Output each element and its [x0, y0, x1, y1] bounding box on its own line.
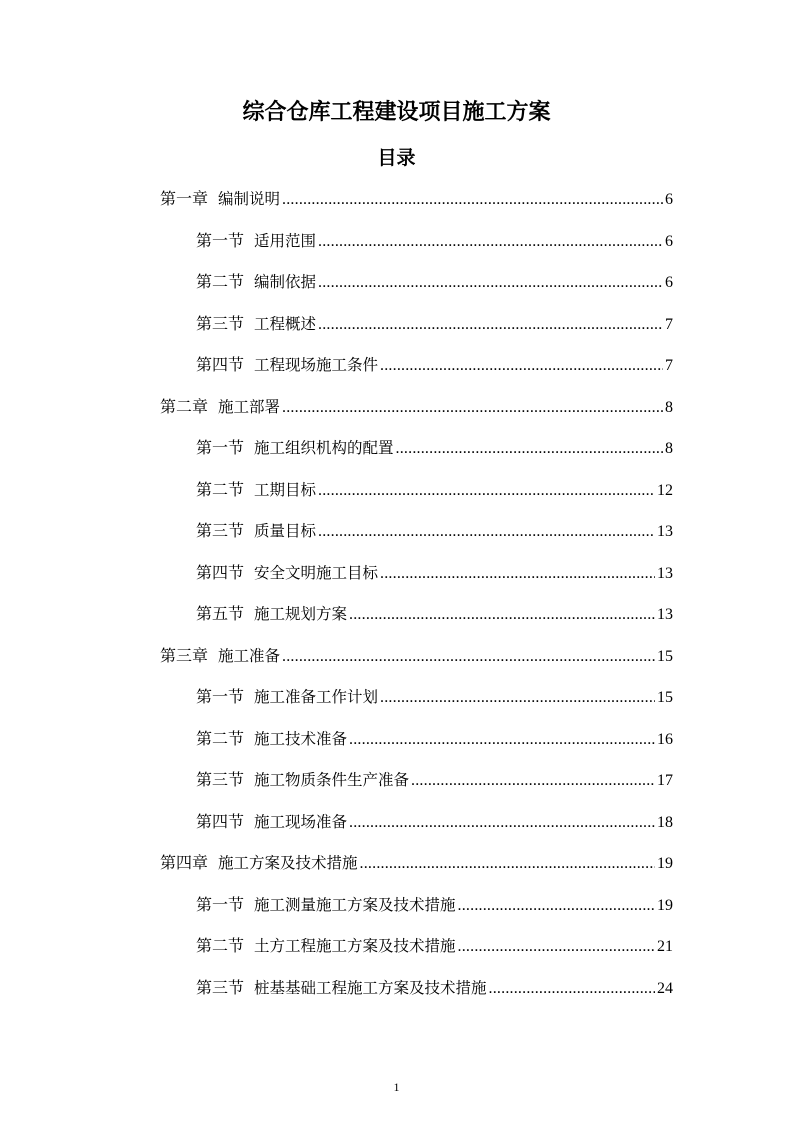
toc-entry-title: 施工准备工作计划: [254, 688, 379, 706]
toc-dot-leader: [380, 680, 655, 716]
toc-entry-title: 编制说明: [218, 190, 281, 208]
page-number: 1: [393, 1080, 400, 1094]
toc-section-entry[interactable]: [196, 804, 673, 840]
toc-dot-leader: [489, 971, 655, 1007]
toc-dot-leader: [318, 265, 663, 301]
toc-entry-title: 适用范围: [254, 231, 317, 250]
toc-section-entry[interactable]: [196, 596, 673, 632]
toc-section-entry[interactable]: [196, 762, 673, 798]
toc-entry-number: 第二章: [160, 396, 209, 416]
toc-entry-title: 安全文明施工目标: [254, 563, 379, 582]
toc-section-entry[interactable]: [196, 513, 673, 549]
toc-section-entry[interactable]: [196, 555, 673, 591]
toc-entry-title: 施工规划方案: [254, 605, 348, 623]
toc-entry-page: 21: [657, 938, 673, 955]
toc-entry-number: 第三章: [160, 645, 209, 665]
toc-chapter-entry[interactable]: [160, 845, 673, 881]
toc-entry-number: 第二节: [196, 272, 245, 291]
toc-section-entry[interactable]: [196, 223, 673, 259]
toc-entry-number: 第一节: [196, 894, 245, 914]
toc-section-entry[interactable]: [196, 264, 673, 300]
toc-dot-leader: [458, 929, 655, 965]
toc-entry-number: 第三节: [196, 977, 245, 997]
toc-entry-title: 工期目标: [254, 480, 317, 499]
toc-dot-leader: [282, 639, 655, 675]
toc-entry-page: 7: [665, 357, 673, 374]
toc-dot-leader: [349, 805, 655, 841]
toc-dot-leader: [282, 182, 663, 218]
toc-entry-page: 13: [657, 523, 673, 540]
toc-entry-title: 工程概述: [254, 314, 317, 333]
toc-dot-leader: [318, 307, 663, 343]
toc-entry-page: 16: [657, 730, 673, 748]
toc-entry-number: 第二节: [196, 728, 245, 748]
toc-entry-title: 施工物质条件生产准备: [254, 771, 410, 789]
toc-entry-title: 土方工程施工方案及技术措施: [254, 937, 456, 955]
toc-entry-page: 6: [665, 274, 673, 291]
toc-entry-page: 7: [665, 315, 673, 333]
toc-entry-page: 13: [657, 606, 673, 623]
toc-entry-number: 第四节: [196, 355, 245, 374]
toc-entry-page: 6: [665, 191, 673, 208]
toc-entry-page: 18: [657, 813, 673, 831]
toc-entry-number: 第一节: [196, 230, 245, 250]
toc-chapter-entry[interactable]: [160, 181, 673, 217]
toc-section-entry[interactable]: [196, 347, 673, 383]
toc-entry-title: 施工方案及技术措施: [218, 854, 358, 872]
toc-entry-page: 12: [657, 481, 673, 499]
toc-entry-title: 施工现场准备: [254, 812, 348, 831]
toc-section-entry[interactable]: [196, 679, 673, 715]
toc-entry-page: 24: [657, 979, 673, 997]
toc-heading: 目录: [377, 147, 416, 169]
toc-chapter-entry[interactable]: [160, 389, 673, 425]
toc-section-entry[interactable]: [196, 721, 673, 757]
toc-section-entry[interactable]: [196, 887, 673, 923]
toc-entry-page: 6: [665, 232, 673, 250]
toc-dot-leader: [380, 556, 655, 592]
toc-entry-page: 13: [657, 564, 673, 582]
toc-entry-title: 施工部署: [218, 397, 281, 416]
toc-entry-page: 19: [657, 896, 673, 914]
toc-entry-number: 第二节: [196, 936, 245, 955]
toc-entry-title: 施工组织机构的配置: [254, 439, 394, 457]
toc-entry-number: 第二节: [196, 479, 245, 499]
toc-entry-number: 第一节: [196, 438, 245, 457]
toc-dot-leader: [318, 224, 663, 260]
toc-entry-title: 桩基基础工程施工方案及技术措施: [254, 978, 487, 997]
toc-entry-title: 质量目标: [254, 522, 317, 540]
toc-entry-page: 15: [657, 647, 673, 665]
toc-entry-page: 15: [657, 689, 673, 706]
document-title: 综合仓库工程建设项目施工方案: [242, 100, 551, 125]
toc-entry-number: 第三节: [196, 770, 245, 789]
toc-entry-title: 施工技术准备: [254, 729, 348, 748]
toc-section-entry[interactable]: [196, 430, 673, 466]
toc-dot-leader: [396, 431, 663, 467]
toc-entry-title: 施工测量施工方案及技术措施: [254, 895, 456, 914]
toc-section-entry[interactable]: [196, 472, 673, 508]
toc-dot-leader: [318, 514, 655, 550]
toc-dot-leader: [360, 846, 655, 882]
toc-entry-page: 19: [657, 855, 673, 872]
toc-section-entry[interactable]: [196, 306, 673, 342]
toc-entry-number: 第一节: [196, 687, 245, 706]
toc-entry-number: 第四节: [196, 811, 245, 831]
toc-entry-title: 工程现场施工条件: [254, 356, 379, 374]
toc-dot-leader: [282, 390, 663, 426]
toc-chapter-entry[interactable]: [160, 638, 673, 674]
toc-dot-leader: [349, 597, 655, 633]
toc-entry-page: 8: [665, 440, 673, 457]
toc-dot-leader: [349, 722, 655, 758]
toc-entry-number: 第三节: [196, 313, 245, 333]
toc-section-entry[interactable]: [196, 970, 673, 1006]
toc-entry-title: 编制依据: [254, 273, 317, 291]
toc-dot-leader: [458, 888, 655, 924]
toc-entry-number: 第四节: [196, 562, 245, 582]
toc-entry-number: 第三节: [196, 521, 245, 540]
toc-entry-title: 施工准备: [218, 646, 281, 665]
toc-entry-number: 第四章: [160, 853, 209, 872]
toc-dot-leader: [318, 473, 655, 509]
toc-dot-leader: [411, 763, 655, 799]
toc-dot-leader: [380, 348, 663, 384]
toc-entry-page: 17: [657, 772, 673, 789]
toc-entry-number: 第五节: [196, 604, 245, 623]
toc-entry-number: 第一章: [160, 189, 209, 208]
toc-entry-page: 8: [665, 398, 673, 416]
toc-section-entry[interactable]: [196, 928, 673, 964]
